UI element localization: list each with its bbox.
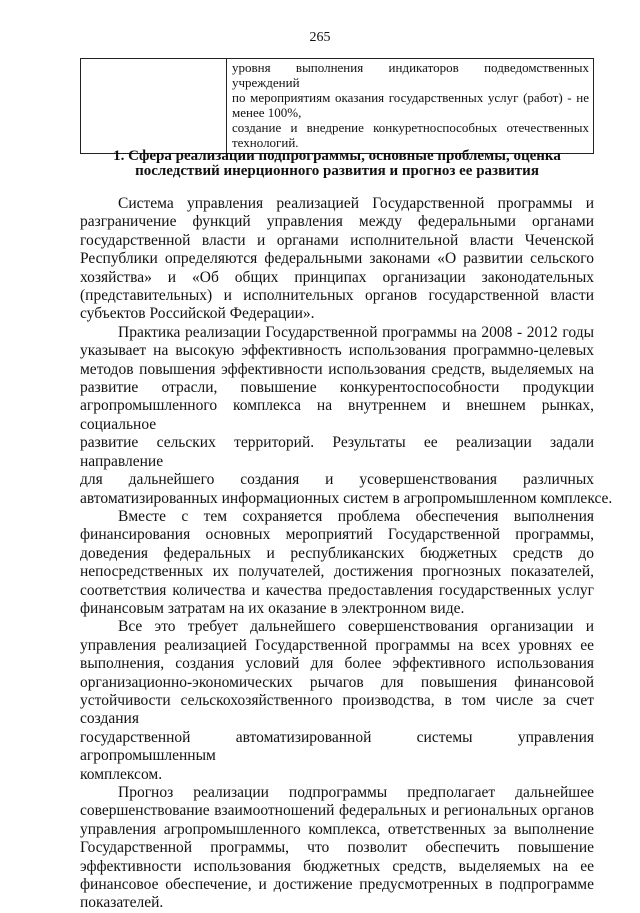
text-line: автоматизированных информационных систем в агропромышленном комплексе.: [80, 489, 613, 507]
paragraph-practice: [80, 323, 613, 508]
text-line: государственной автоматизированной системы управления агропромышленным: [80, 728, 594, 765]
table-cell-text: [227, 59, 594, 154]
section-body: [80, 195, 613, 913]
page-number: 265: [309, 30, 331, 45]
text-line: (представительных) и исполнительных органов государственной власти: [80, 287, 594, 305]
text-line: Вместе с тем сохраняется проблема обеспечения выполнения: [118, 507, 594, 525]
paragraph-problem: [80, 508, 594, 618]
text-line: Республики определяются федеральными законами «О развитии сельского: [80, 250, 594, 268]
text-line: финансовым затратам на их оказание в электронном виде.: [80, 599, 465, 617]
text-line: субъектов Российской Федерации».: [80, 305, 315, 323]
text-line: финансирования основных мероприятий Государственной программы,: [80, 526, 594, 544]
text-line: доведения федеральных и республиканских бюджетных средств до: [80, 544, 594, 562]
text-line: показателей.: [80, 894, 164, 912]
text-line: государственной власти и органами исполнительной власти Чеченской: [80, 231, 594, 249]
text-line: Все это требует дальнейшего совершенствования организации и: [118, 618, 594, 636]
text-line: выполнения, создания условий для более эффективного использования: [80, 655, 594, 673]
text-line: Государственной программы, что позволит обеспечить повышение: [80, 839, 594, 857]
table-cell-line: менее 100%,: [232, 105, 302, 120]
heading-line: 1. Сфера реализации подпрограммы, основные проблемы, оценка: [113, 148, 561, 164]
text-line: развитие сельских территорий. Результаты ее реализации задали направление: [80, 434, 594, 470]
paragraph-management-system: [80, 195, 594, 324]
paragraph-improvement: [80, 618, 594, 784]
text-line: развитие отрасли, повышение конкурентоспособности продукции: [80, 379, 594, 397]
text-line: непосредственных их получателей, достижения прогнозных показателей,: [80, 563, 594, 581]
text-line: агропромышленного комплекса на внутреннем и внешнем рынках, социальное: [80, 397, 594, 433]
text-line: соответствия количества и качества предоставления государственных услуг: [80, 581, 594, 599]
text-line: организационно-экономических рычагов для повышения финансовой: [80, 673, 594, 691]
text-line: комплексом.: [80, 765, 163, 783]
table-row: [81, 59, 594, 154]
text-line: управления агропромышленного комплекса, ответственных за выполнение: [80, 820, 594, 838]
continuation-table: [80, 58, 594, 154]
table-cell-empty: [81, 59, 227, 154]
text-line: Практика реализации Государственной программы на 2008 - 2012 годы: [118, 323, 594, 341]
section-heading: [90, 149, 584, 179]
text-line: методов повышения эффективности использования средств, выделяемых на: [80, 360, 594, 378]
table-cell-line: технологий.: [232, 135, 299, 150]
text-line: управления реализацией Государственной программы на всех уровнях ее: [80, 636, 594, 654]
text-line: Прогноз реализации подпрограммы предполагает дальнейшее: [118, 784, 594, 801]
text-line: совершенствование взаимоотношений федеральных и региональных органов: [80, 802, 594, 820]
text-line: хозяйства» и «Об общих принципах организации законодательных: [80, 268, 594, 286]
table-cell-line: уровня выполнения индикаторов подведомственных учреждений: [232, 60, 589, 90]
heading-line: последствий инерционного развития и прогноз ее развития: [135, 163, 539, 179]
text-line: эффективности использования бюджетных средств, выделяемых на ее: [80, 857, 594, 875]
table-cell-line: создание и внедрение конкуретноспособных отечественных: [232, 120, 589, 135]
table-cell-line: по мероприятиям оказания государственных услуг (работ) - не: [232, 90, 589, 105]
text-line: финансовое обеспечение, и достижение предусмотренных в подпрограмме: [80, 876, 594, 894]
text-line: для дальнейшего создания и усовершенствования различных: [80, 471, 594, 489]
text-line: устойчивости сельскохозяйственного производства, в том числе за счет создания: [80, 691, 594, 728]
text-line: Система управления реализацией Государственной программы и: [118, 195, 594, 212]
text-line: указывает на высокую эффективность использования программно-целевых: [80, 342, 594, 360]
text-line: разграничение функций управления между федеральными органами: [80, 213, 594, 231]
paragraph-forecast: [80, 784, 594, 913]
